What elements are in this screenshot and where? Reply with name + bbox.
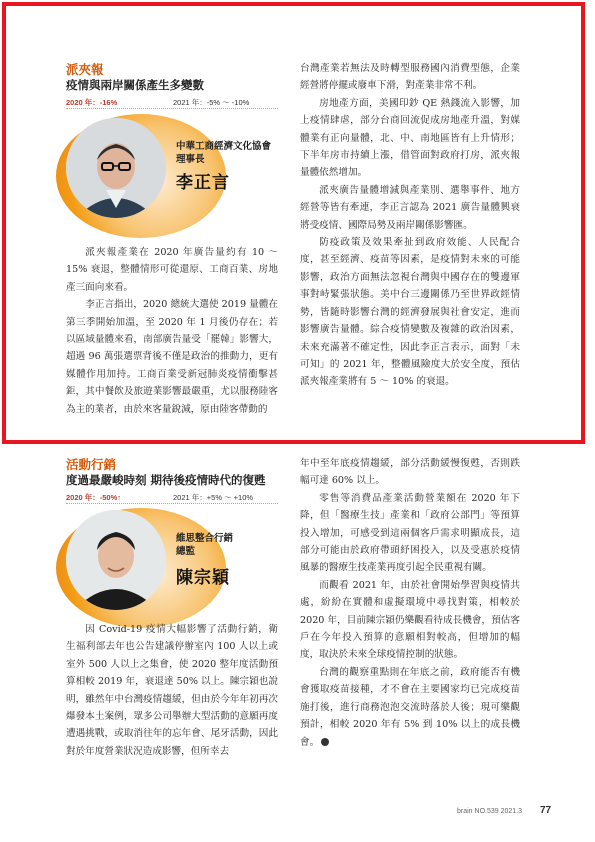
paragraph: 年中至年底疫情趨緩，部分活動緩慢復甦，否則跌幅可達 60% 以上。 xyxy=(300,458,520,487)
person-portrait-icon xyxy=(66,118,166,218)
growth-2020: 2020 年：-16% xyxy=(66,98,118,107)
paragraph: 派夾報產業在 2020 年廣告量約有 10 ～ 15% 衰退，整體情形可從還原、工商百業、房地產三面向來看。 xyxy=(66,247,278,293)
person-name: 陳宗穎 xyxy=(176,568,230,588)
person-portrait-icon xyxy=(66,510,166,610)
growth-2021: 2021 年：+5% ～ +10% xyxy=(173,493,254,502)
paragraph: 因 Covid-19 疫情大幅影響了活動行銷，衛生福利部去年也公告建議停辦室內 100 人以上或室外 500 人以上之集會，使 2020 整年度活動預算相較 2019 年，衰退達 50% 以上。陳宗穎也說明，雖然年中台灣疫情趨緩，但由於今年年初再次爆發本土案例，眾多公司舉辦大型活動的意願再度遭遇挑戰，或取消往年的忘年會、尾牙活動，因此對於年度營業狀況造成影響，但所幸去 xyxy=(66,624,278,757)
article1-left-column xyxy=(66,244,278,418)
end-mark-icon xyxy=(321,738,329,746)
page-number: 77 xyxy=(540,805,552,816)
person-organization: 維思整合行銷 xyxy=(176,533,234,544)
paragraph: 而觀看 2021 年，由於社會開始學習與疫情共處，紛紛在實體和虛擬環境中尋找對策，相較於 2020 年，目前陳宗穎仍樂觀看待成長機會，預估客戶在今年投入預算的意願相對較高，但增加的幅度，取決於未來全球疫情控制的狀態。 xyxy=(300,579,520,661)
paragraph-with-end-mark xyxy=(300,664,520,751)
person-title: 理事長 xyxy=(176,154,205,165)
paragraph: 台灣的觀察重點則在年底之前，政府能否有機會獲取疫苗接種，才不會在主要國家均已完成疫苗施打後，進行商務泡泡交流時落於人後；現可樂觀預計，相較 2020 年有 5% 到 10% 以上的成長機會。 xyxy=(300,666,520,748)
article2-left-column xyxy=(66,621,278,760)
article-headline: 度過最嚴峻時刻 期待後疫情時代的復甦 xyxy=(66,473,266,487)
paragraph: 房地產方面，美國印鈔 QE 熱錢流入影響，加上疫情肆虐，部分台商回流促成房地產升溫，對媒體業有正向量體，北、中、南地區皆有上升情形；下半年房市持續上漲，借管面對政府打房，派夾報量體依然增加。 xyxy=(300,97,520,179)
paragraph: 台灣產業若無法及時轉型服務國內消費型態，企業經營將停擺或廢車下滑，對產業非常不利。 xyxy=(300,63,520,92)
paragraph: 李正言指出，2020 總統大選使 2019 量體在第三季開始加溫，至 2020 年 1 月後仍存在；若以區域量體來看，南部廣告量受「罷韓」影響大，超過 96 萬張選票背後不僅是政治的推動力，更有媒體作用加持。工商百業受新冠肺炎疫情衝擊甚鉅，其中餐飲及旅遊業影響最嚴重，尤以服務陸客為主的業者，由於來客量銳減，原由陸客帶動的 xyxy=(66,299,278,415)
avatar xyxy=(66,118,166,218)
divider xyxy=(66,503,278,506)
section-title: 活動行銷 xyxy=(66,457,117,472)
article1-right-column xyxy=(300,60,520,391)
divider xyxy=(66,108,278,111)
paragraph: 零售等消費品產業活動營業額在 2020 年下降，但「醫療生技」產業和「政府公部門」等預算投入增加，可感受到這兩個客戶需求明顯成長，這部分可能由於政府帶頭紓困投入，以及受惠於疫情風暴的醫療生技產業再度引起全民重視有關。 xyxy=(300,492,520,574)
article-headline: 疫情與兩岸關係產生多變數 xyxy=(66,78,204,92)
paragraph: 防疫政策及效果牽扯到政府效能、人民配合度，甚至經濟、疫苗等因素，是疫情對未來的可能影響，政治方面無法忽視台灣與中國存在的雙邊軍事對峙緊張狀態。美中台三邊關係乃至世界政經情勢，皆隨時影響台灣的經濟發展與社會安定，進而影響廣告量體。綜合疫情變數及複雜的政治因素，未來充滿著不確定性，因此李正言表示，面對「未可知」的 2021 年，整體風險度大於安全度，預估派夾報產業將有 5 ～ 10% 的衰退。 xyxy=(300,237,520,388)
person-organization: 中華工商經濟文化協會 xyxy=(176,141,272,152)
magazine-issue: brain NO.539 2021.3 xyxy=(457,808,522,815)
person-name: 李正言 xyxy=(176,173,230,193)
person-title: 總監 xyxy=(176,546,196,557)
paragraph: 派夾廣告量體增減與產業別、選舉事件、地方經營等皆有牽連，李正言認為 2021 廣告量體興衰將受疫情、國際局勢及兩岸關係影響匯。 xyxy=(300,184,520,231)
growth-2021: 2021 年：-5% ～ -10% xyxy=(173,98,250,107)
avatar xyxy=(66,510,166,610)
article2-right-column xyxy=(300,455,520,751)
growth-2020: 2020 年：-50%↑ xyxy=(66,493,122,502)
section-title: 派夾報 xyxy=(66,62,104,77)
